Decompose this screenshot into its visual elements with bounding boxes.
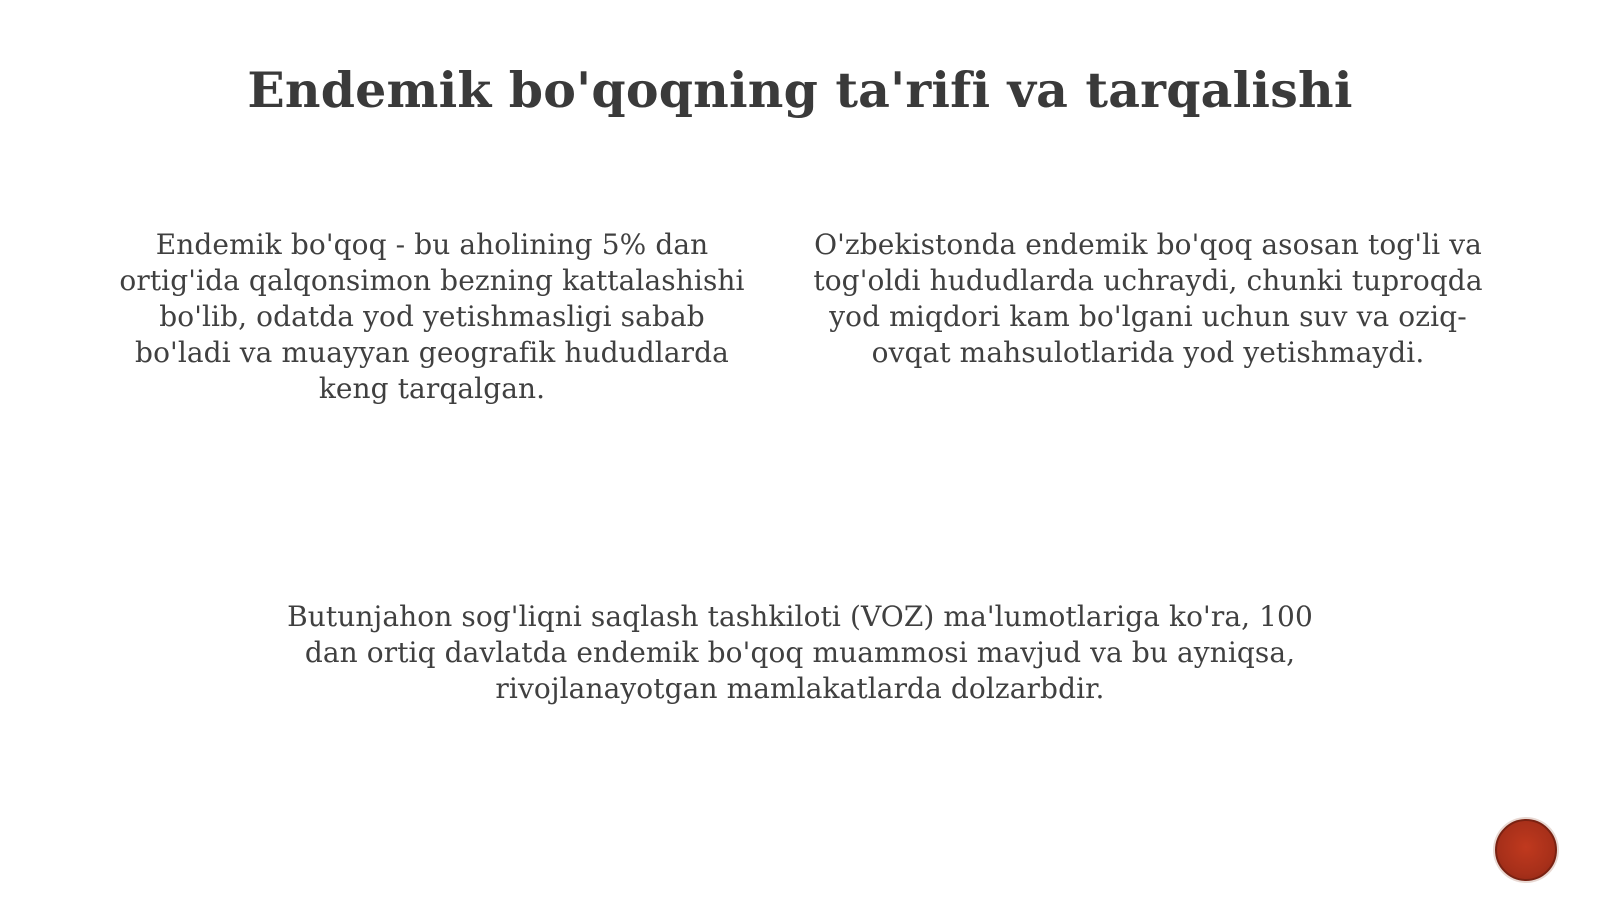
uzbekistan-paragraph: O'zbekistonda endemik bo'qoq asosan tog'li va tog'oldi hududlarda uchraydi, chunki tuproqda yod miqdori kam bo'lgani uchun suv va oziq-ovqat mahsulotlarida yod yetishmaydi. bbox=[813, 228, 1483, 369]
slide-title: Endemik bo'qoqning ta'rifi va tarqalishi bbox=[247, 61, 1353, 119]
definition-paragraph: Endemik bo'qoq - bu aholining 5% dan ortig'ida qalqonsimon bezning kattalashishi bo'lib, odatda yod yetishmasligi sabab bo'ladi va muayyan geografik hududlarda keng tarqalgan. bbox=[119, 228, 745, 405]
who-paragraph: Butunjahon sog'liqni saqlash tashkiloti (VOZ) ma'lumotlariga ko'ra, 100 dan ortiq davlatda endemik bo'qoq muammosi mavjud va bu ayniqsa, rivojlanayotgan mamlakatlarda dolzarbdir. bbox=[287, 600, 1313, 705]
slide-nav-button[interactable] bbox=[1495, 819, 1557, 881]
